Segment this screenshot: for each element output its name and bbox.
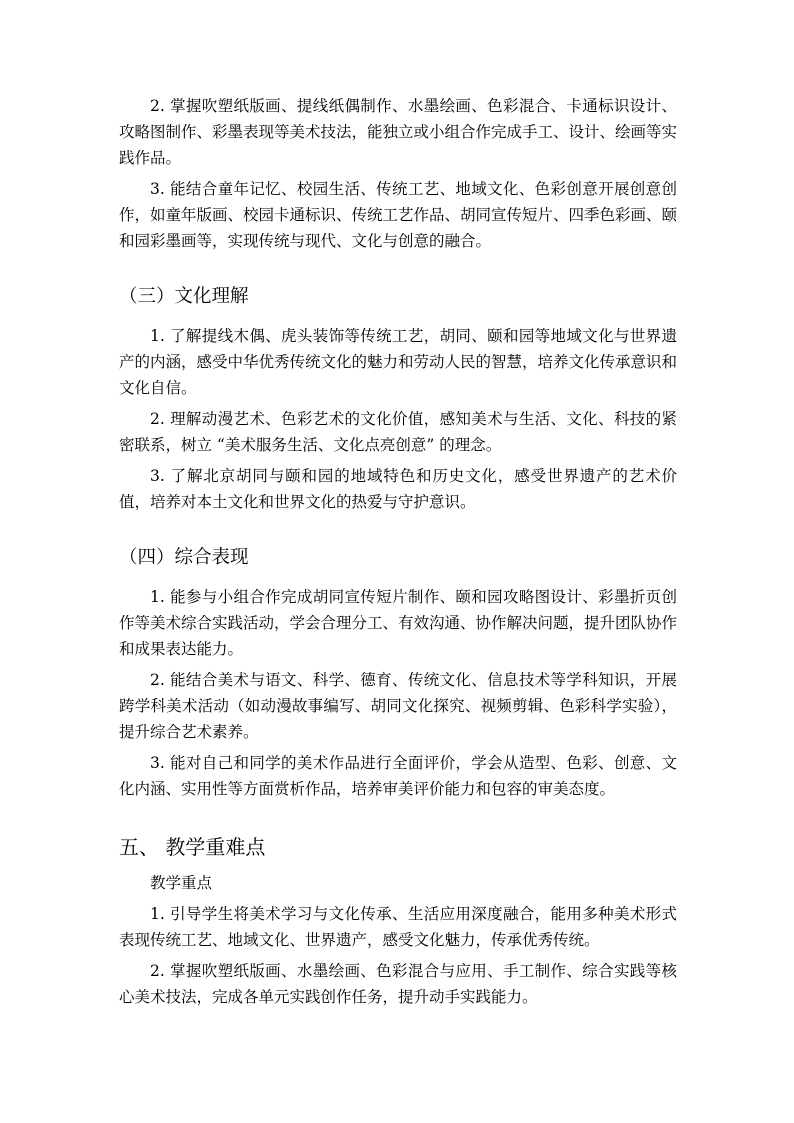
paragraph-skill-2: 2. 掌握吹塑纸版画、提线纸偶制作、水墨绘画、色彩混合、卡通标识设计、攻略图制作、彩墨表现等美术技法，能独立或小组合作完成手工、设计、绘画等实践作品。 xyxy=(119,97,678,167)
paragraph-key-point-2: 2. 掌握吹塑纸版画、水墨绘画、色彩混合与应用、手工制作、综合实践等核心美术技法，完成各单元实践创作任务，提升动手实践能力。 xyxy=(119,962,677,1006)
paragraph-key-point-1: 1. 引导学生将美术学习与文化传承、生活应用深度融合，能用多种美术形式表现传统工艺、地域文化、世界遗产，感受文化魅力，传承优秀传统。 xyxy=(119,905,677,949)
paragraph-culture-2: 2. 理解动漫艺术、色彩艺术的文化价值，感知美术与生活、文化、科技的紧密联系，树立 “美术服务生活、文化点亮创意” 的理念。 xyxy=(119,410,677,454)
paragraph-skill-3: 3. 能结合童年记忆、校园生活、传统工艺、地域文化、色彩创意开展创意创作，如童年版画、校园卡通标识、传统工艺作品、胡同宣传短片、四季色彩画、颐和园彩墨画等，实现传统与现代、文化与创意的融合。 xyxy=(119,180,678,250)
section-title-comprehensive: （四）综合表现 xyxy=(119,547,249,568)
paragraph-comprehensive-1: 1. 能参与小组合作完成胡同宣传短片制作、颐和园攻略图设计、彩墨折页创作等美术综合实践活动，学会合理分工、有效沟通、协作解决问题，提升团队协作和成果表达能力。 xyxy=(119,588,678,658)
section-title-culture: （三）文化理解 xyxy=(119,286,249,307)
document-page xyxy=(119,93,677,1015)
paragraph-culture-1: 1. 了解提线木偶、虎头装饰等传统工艺，胡同、颐和园等地域文化与世界遗产的内涵，感受中华优秀传统文化的魅力和劳动人民的智慧，培养文化传承意识和文化自信。 xyxy=(119,327,678,397)
paragraph-comprehensive-2: 2. 能结合美术与语文、科学、德育、传统文化、信息技术等学科知识，开展跨学科美术活动（如动漫故事编写、胡同文化探究、视频剪辑、色彩科学实验），提升综合艺术素养。 xyxy=(119,671,677,741)
section-title-key-points: 五、 教学重难点 xyxy=(119,835,266,859)
paragraph-culture-3: 3. 了解北京胡同与颐和园的地域特色和历史文化，感受世界遗产的艺术价值，培养对本土文化和世界文化的热爱与守护意识。 xyxy=(119,467,677,511)
paragraph-comprehensive-3: 3. 能对自己和同学的美术作品进行全面评价，学会从造型、色彩、创意、文化内涵、实用性等方面赏析作品，培养审美评价能力和包容的审美态度。 xyxy=(119,754,677,798)
key-points-label: 教学重点 xyxy=(150,874,213,892)
